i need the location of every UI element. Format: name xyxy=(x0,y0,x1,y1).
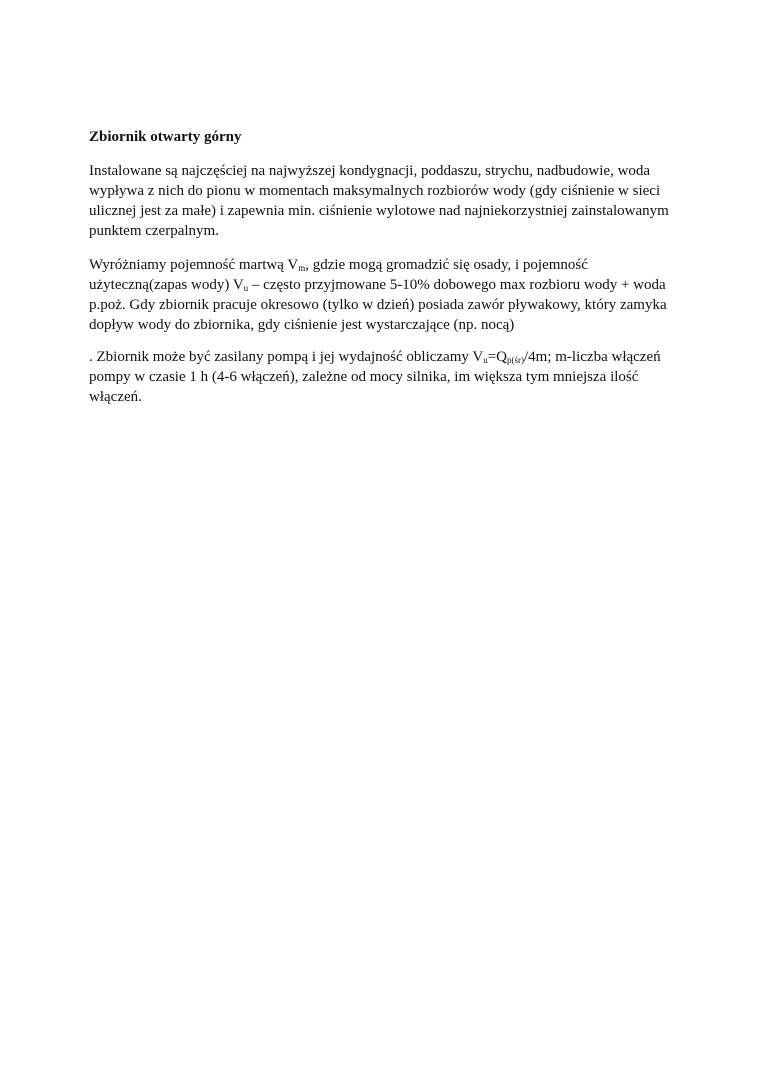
subscript: u xyxy=(243,283,249,293)
paragraph-capacity xyxy=(89,255,679,335)
document-content xyxy=(89,127,679,407)
text-span: , gdzie mogą gromadzić się osady, i pojemność użyteczną(zapas wody) V xyxy=(89,257,588,293)
text-span: Wyróżniamy pojemność martwą V xyxy=(89,257,299,273)
paragraph-description: Instalowane są najczęściej na najwyższej kondygnacji, poddaszu, strychu, nadbudowie, woda wypływa z nich do pionu w momentach maksymalnych rozbiorów wody (gdy ciśnienie w sieci ulicznej jest za małe) i zapewnia min. ciśnienie wylotowe nad najniekorzystniej zainstalowanym punktem czerpalnym. xyxy=(89,163,669,239)
paragraph-pump xyxy=(89,347,679,407)
text-span: . Zbiornik może być zasilany pompą i jej wydajność obliczamy V xyxy=(89,349,484,365)
text-span: /4m; m-liczba włączeń pompy w czasie 1 h (4-6 włączeń), zależne od mocy silnika, im większa tym mniejsza ilość włączeń. xyxy=(89,349,661,405)
subscript: m xyxy=(298,263,306,273)
text-span: =Q xyxy=(487,349,508,365)
subscript: u xyxy=(483,355,488,365)
section-heading: Zbiornik otwarty górny xyxy=(89,129,242,145)
text-span: – często przyjmowane 5-10% dobowego max rozbioru wody + woda p.poż. Gdy zbiornik pracuje okresowo (tylko w dzień) posiada zawór pływakowy, który zamyka dopływ wody do zbiornika, gdy ciśnienie jest wystarczające (np. nocą) xyxy=(89,277,667,333)
subscript: p(śr) xyxy=(507,355,525,365)
